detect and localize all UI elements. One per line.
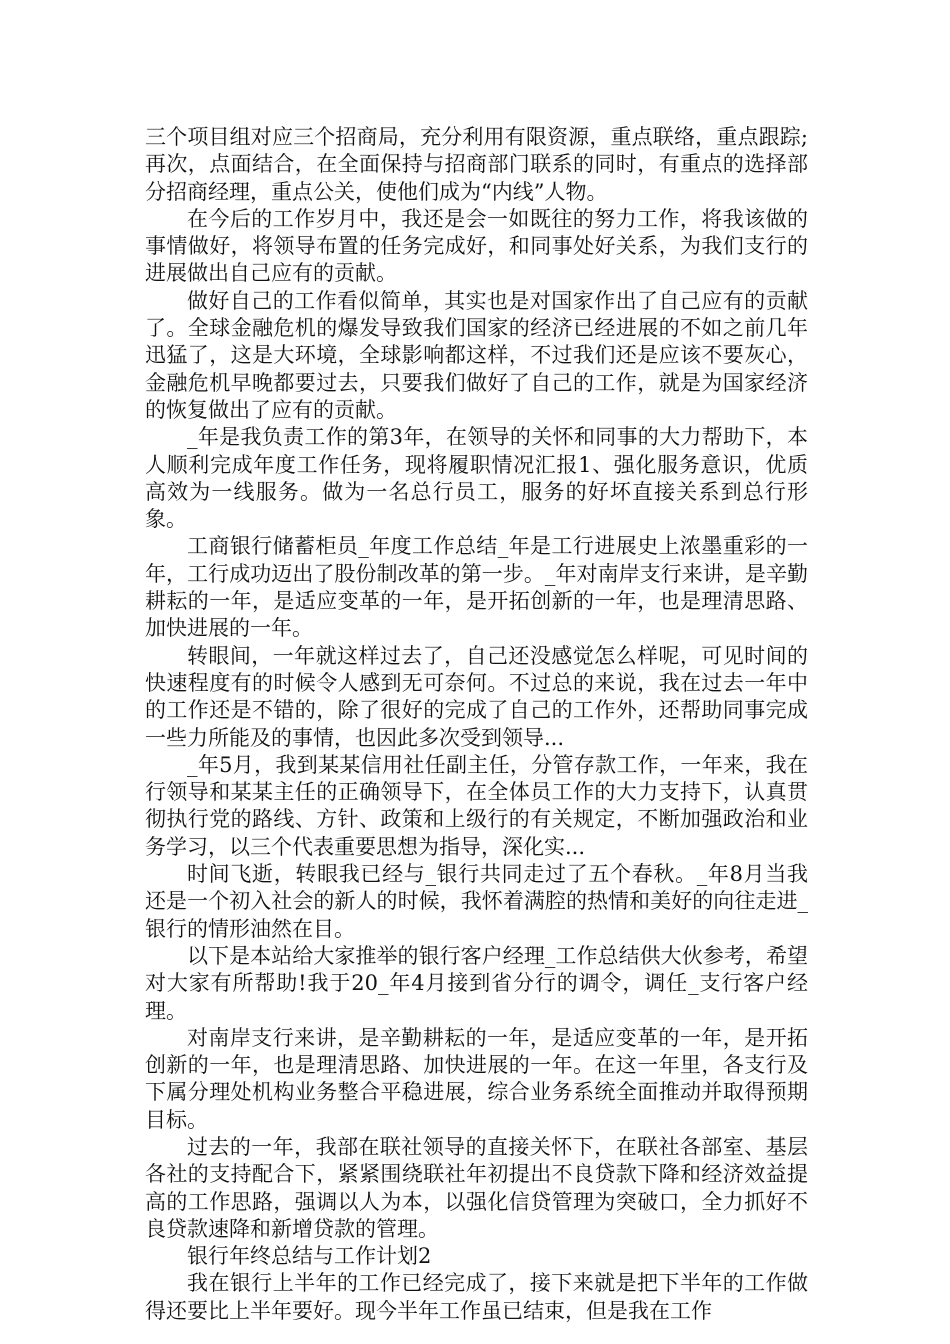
paragraph: 转眼间，一年就这样过去了，自己还没感觉怎么样呢，可见时间的快速程度有的时候令人感到无可奈何。不过总的来说，我在过去一年中的工作还是不错的，除了很好的完成了自己的工作外，还帮助同事完成一些力所能及的事情，也因此多次受到领导... [145, 643, 808, 750]
document-body [145, 124, 808, 1325]
paragraph: _年5月，我到某某信用社任副主任，分管存款工作，一年来，我在行领导和某某主任的正确领导下，在全体员工作的大力支持下，认真贯彻执行党的路线、方针、政策和上级行的有关规定，不断加强政治和业务学习，以三个代表重要思想为指导，深化实... [145, 752, 808, 859]
section-heading: 银行年终总结与工作计划2 [187, 1244, 432, 1269]
paragraph: 以下是本站给大家推举的银行客户经理_工作总结供大伙参考，希望对大家有所帮助!我于20_年4月接到省分行的调令，调任_支行客户经理。 [145, 943, 808, 1023]
paragraph: _年是我负责工作的第3年，在领导的关怀和同事的大力帮助下，本人顺利完成年度工作任务，现将履职情况汇报1、强化服务意识，优质高效为一线服务。做为一名总行员工，服务的好坏直接关系到总行形象。 [145, 425, 808, 532]
paragraph: 对南岸支行来讲，是辛勤耕耘的一年，是适应变革的一年，是开拓创新的一年，也是理清思路、加快进展的一年。在这一年里，各支行及下属分理处机构业务整合平稳进展，综合业务系统全面推动并取得预期目标。 [145, 1025, 808, 1132]
paragraph: 做好自己的工作看似简单，其实也是对国家作出了自己应有的贡献了。全球金融危机的爆发导致我们国家的经济已经进展的不如之前几年迅猛了，这是大环境，全球影响都这样，不过我们还是应该不要灰心，金融危机早晚都要过去，只要我们做好了自己的工作，就是为国家经济的恢复做出了应有的贡献。 [145, 288, 808, 422]
paragraph: 三个项目组对应三个招商局，充分利用有限资源，重点联络，重点跟踪;再次，点面结合，在全面保持与招商部门联系的同时，有重点的选择部分招商经理，重点公关，使他们成为“内线”人物。 [145, 125, 808, 204]
paragraph: 工商银行储蓄柜员_年度工作总结_年是工行进展史上浓墨重彩的一年，工行成功迈出了股份制改革的第一步。_年对南岸支行来讲，是辛勤耕耘的一年，是适应变革的一年，是开拓创新的一年，也是理清思路、加快进展的一年。 [145, 534, 808, 641]
paragraph: 我在银行上半年的工作已经完成了，接下来就是把下半年的工作做得还要比上半年要好。现今半年工作虽已结束，但是我在工作 [145, 1271, 808, 1323]
paragraph: 过去的一年，我部在联社领导的直接关怀下，在联社各部室、基层各社的支持配合下，紧紧围绕联社年初提出不良贷款下降和经济效益提高的工作思路，强调以人为本，以强化信贷管理为突破口，全力抓好不良贷款速降和新增贷款的管理。 [145, 1134, 808, 1241]
paragraph: 在今后的工作岁月中，我还是会一如既往的努力工作，将我该做的事情做好，将领导布置的任务完成好，和同事处好关系，为我们支行的进展做出自己应有的贡献。 [145, 206, 808, 286]
paragraph: 时间飞逝，转眼我已经与_银行共同走过了五个春秋。_年8月当我还是一个初入社会的新人的时候，我怀着满腔的热情和美好的向往走进_银行的情形油然在目。 [145, 862, 808, 941]
